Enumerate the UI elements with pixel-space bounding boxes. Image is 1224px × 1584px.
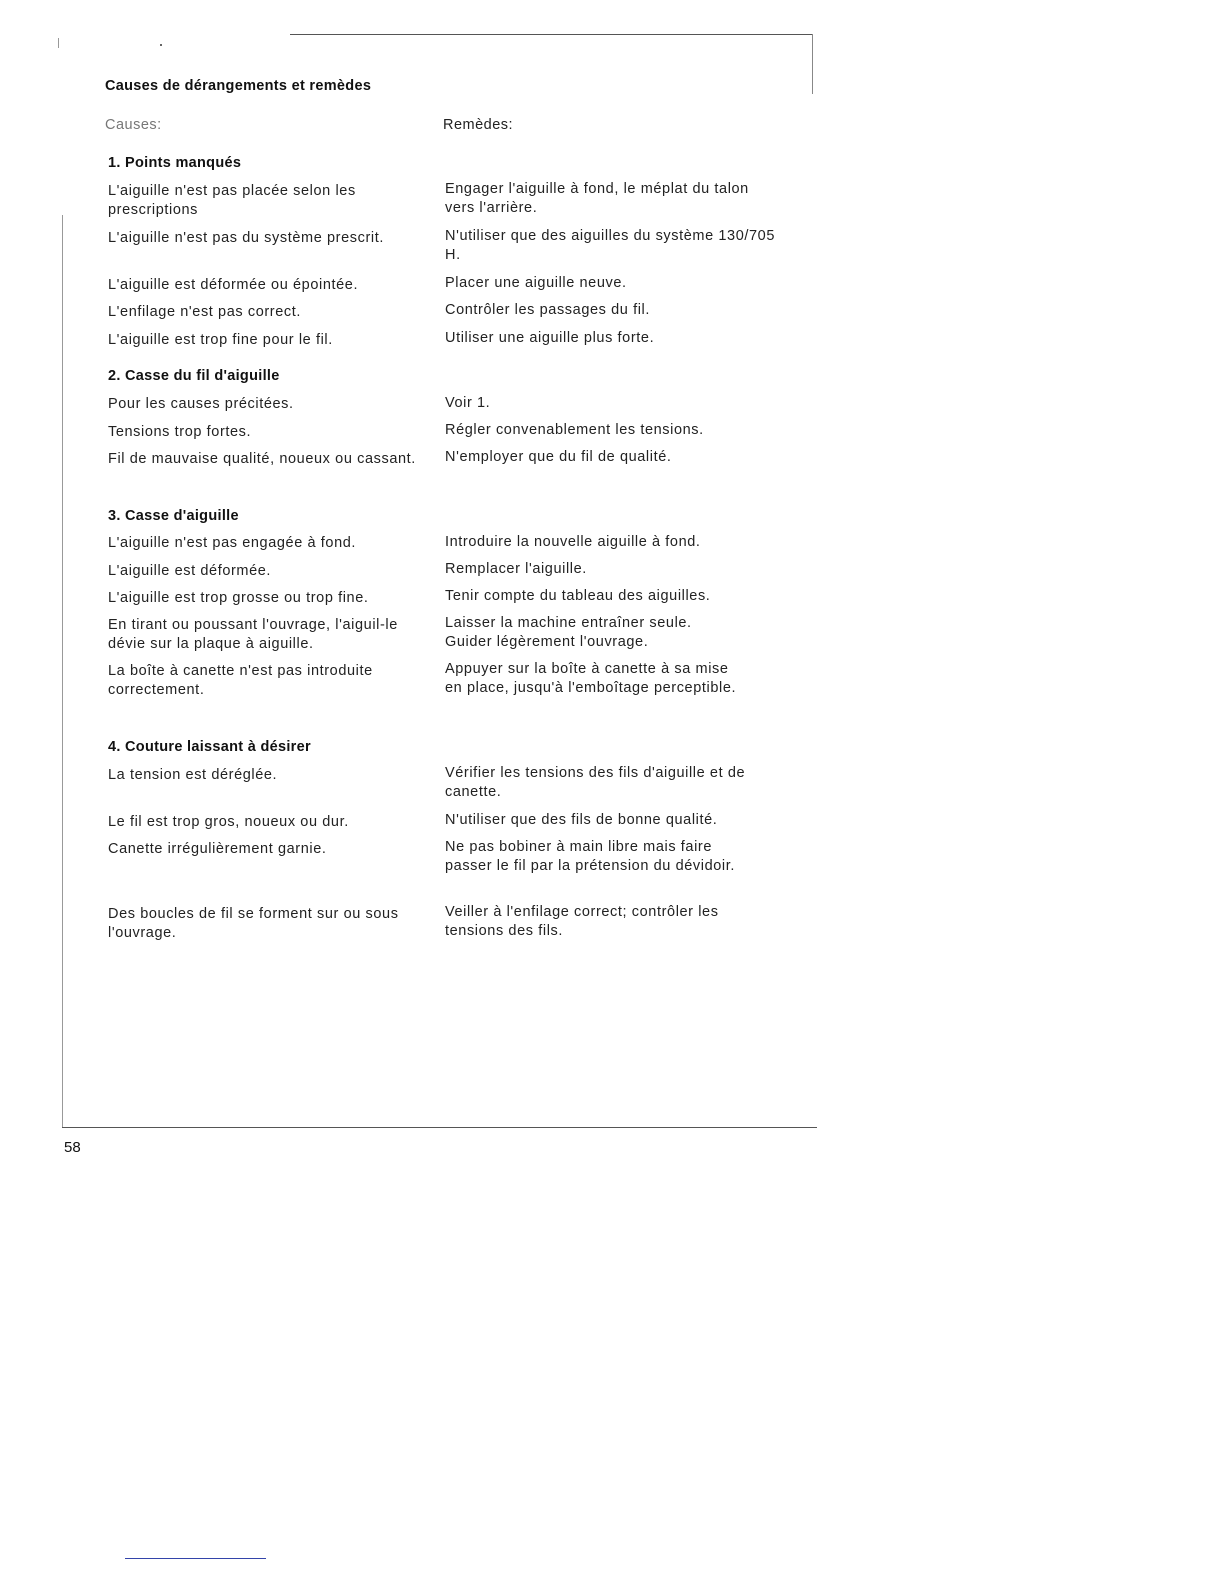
remedy-2-1: Voir 1. <box>445 395 491 411</box>
remedy-3-2: Remplacer l'aiguille. <box>445 561 587 577</box>
bottom-frame-line <box>62 1127 817 1128</box>
remedy-4-1: Vérifier les tensions des fils d'aiguille et de canette. <box>445 765 746 800</box>
causes-column-header: Causes: <box>105 117 162 133</box>
remedy-4-2: N'utiliser que des fils de bonne qualité. <box>445 812 718 828</box>
remedy-1-2: N'utiliser que des aiguilles du système 130/705 H. <box>445 228 776 263</box>
cause-1-1: L'aiguille n'est pas placée selon les prescriptions <box>108 183 356 218</box>
cause-4-3: Canette irrégulièrement garnie. <box>108 841 327 857</box>
cause-3-3: L'aiguille est trop grosse ou trop fine. <box>108 590 369 606</box>
page-number: 58 <box>64 1139 81 1156</box>
cause-1-5: L'aiguille est trop fine pour le fil. <box>108 332 333 348</box>
cause-2-2: Tensions trop fortes. <box>108 424 252 440</box>
cause-1-2: L'aiguille n'est pas du système prescrit. <box>108 230 384 246</box>
remedy-3-3: Tenir compte du tableau des aiguilles. <box>445 588 711 604</box>
cause-4-2: Le fil est trop gros, noueux ou dur. <box>108 814 349 830</box>
top-frame-line <box>290 34 812 35</box>
right-frame-line <box>812 34 813 94</box>
section-3-title: 3. Casse d'aiguille <box>108 508 239 524</box>
cause-3-1: L'aiguille n'est pas engagée à fond. <box>108 535 357 551</box>
remedy-1-3: Placer une aiguille neuve. <box>445 275 627 291</box>
left-frame-line <box>62 215 63 1127</box>
cause-3-2: L'aiguille est déformée. <box>108 563 272 579</box>
cause-2-3: Fil de mauvaise qualité, noueux ou cassant. <box>108 451 416 467</box>
cause-1-3: L'aiguille est déformée ou épointée. <box>108 277 359 293</box>
remedy-1-5: Utiliser une aiguille plus forte. <box>445 330 655 346</box>
section-1-title: 1. Points manqués <box>108 155 242 171</box>
remedes-column-header: Remèdes: <box>443 117 514 133</box>
remedy-3-5: Appuyer sur la boîte à canette à sa mise en place, jusqu'à l'emboîtage perceptible. <box>445 661 737 696</box>
remedy-3-1: Introduire la nouvelle aiguille à fond. <box>445 534 701 550</box>
remedy-1-4: Contrôler les passages du fil. <box>445 302 650 318</box>
remedy-1-1: Engager l'aiguille à fond, le méplat du talon vers l'arrière. <box>445 181 749 216</box>
remedy-2-2: Régler convenablement les tensions. <box>445 422 704 438</box>
scan-mark <box>58 38 59 48</box>
cause-3-5: La boîte à canette n'est pas introduite correctement. <box>108 663 373 698</box>
remedy-4-4: Veiller à l'enfilage correct; contrôler les tensions des fils. <box>445 904 719 939</box>
cause-4-4: Des boucles de fil se forment sur ou sous l'ouvrage. <box>108 906 399 941</box>
cause-1-4: L'enfilage n'est pas correct. <box>108 304 302 320</box>
remedy-4-3: Ne pas bobiner à main libre mais faire passer le fil par la prétension du dévidoir. <box>445 839 735 874</box>
section-2-title: 2. Casse du fil d'aiguille <box>108 368 280 384</box>
remedy-3-4: Laisser la machine entraîner seule. Guider légèrement l'ouvrage. <box>445 615 692 650</box>
section-4-title: 4. Couture laissant à désirer <box>108 739 311 755</box>
remedy-2-3: N'employer que du fil de qualité. <box>445 449 672 465</box>
bottom-rule <box>125 1558 266 1559</box>
cause-3-4: En tirant ou poussant l'ouvrage, l'aiguil-le dévie sur la plaque à aiguille. <box>108 617 398 652</box>
page-title: Causes de dérangements et remèdes <box>105 78 372 94</box>
cause-2-1: Pour les causes précitées. <box>108 396 294 412</box>
scan-dot <box>160 44 162 46</box>
cause-4-1: La tension est déréglée. <box>108 767 278 783</box>
